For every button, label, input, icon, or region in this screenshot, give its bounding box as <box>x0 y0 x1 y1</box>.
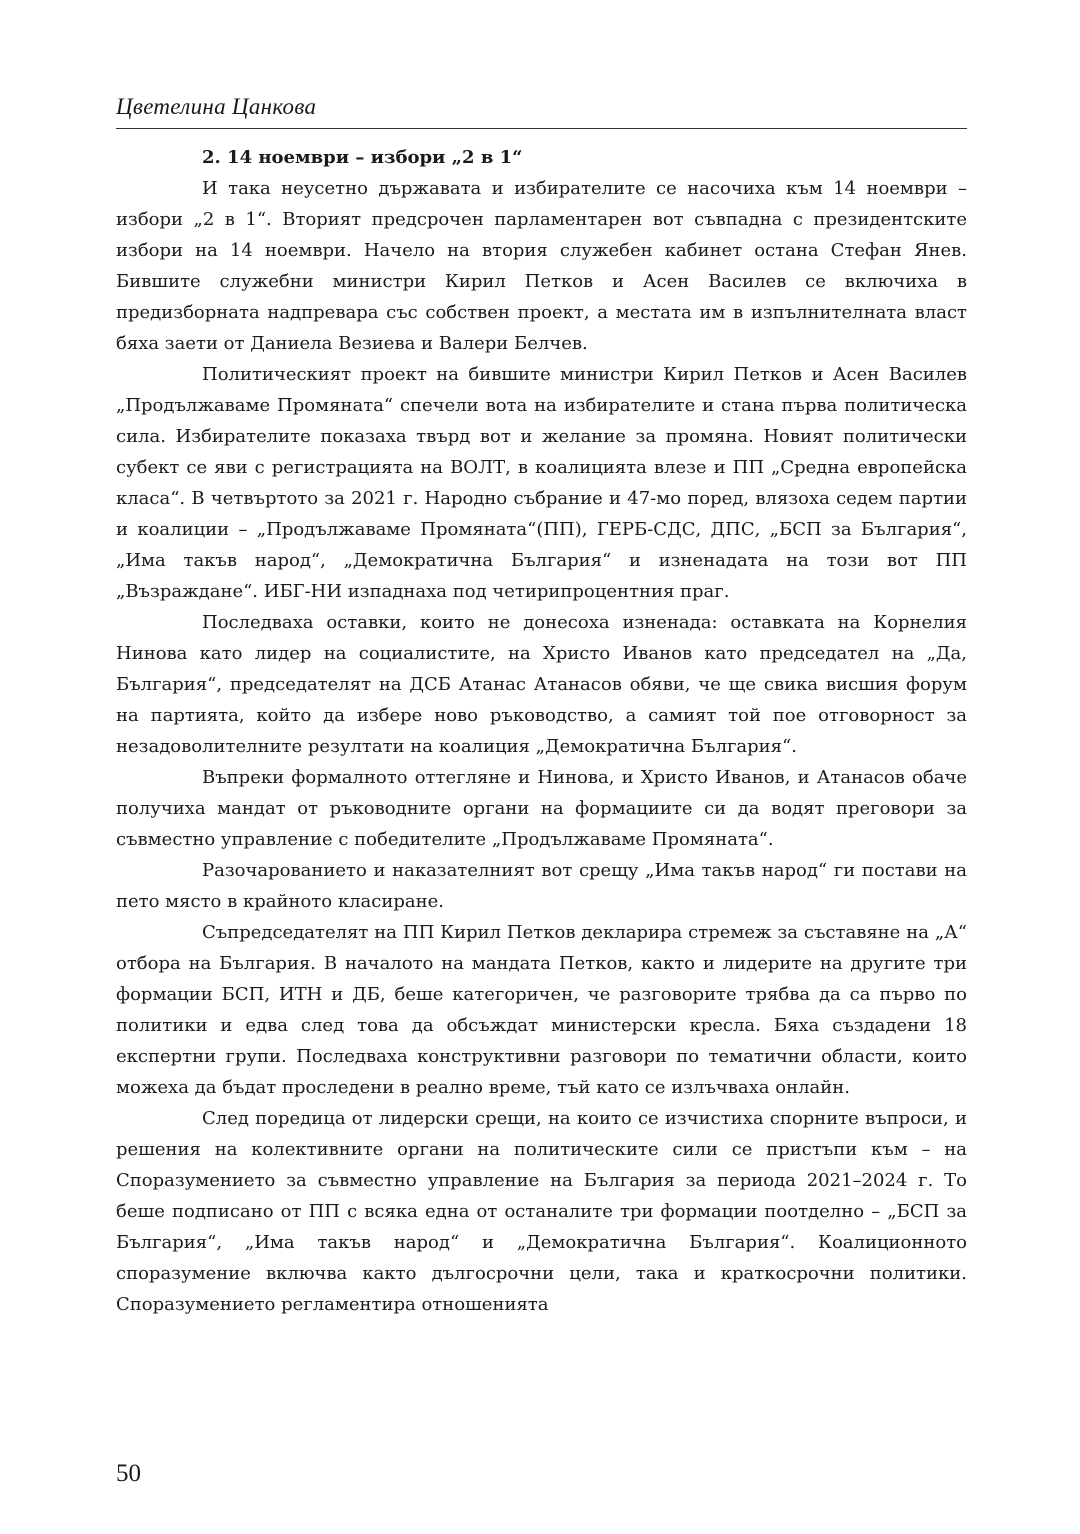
paragraph: И така неусетно държавата и избирателите се насочиха към 14 ноември – избори „2 в 1“. Вторият предсрочен парламентарен вот съвпадна с президентските избори на 14 ноември. Начело на втория служебен кабинет остана Стефан Янев. Бившите служебни министри Кирил Петков и Асен Василев се включиха в предизборната надпревара със собствен проект, а местата им в изпълнителната власт бяха заети от Даниела Везиева и Валери Белчев. <box>116 178 967 354</box>
header-divider <box>116 128 967 129</box>
section-heading: 2. 14 ноември – избори „2 в 1“ <box>202 147 523 168</box>
paragraph: Съпредседателят на ПП Кирил Петков декларира стремеж за съставяне на „А“ отбора на България. В началото на мандата Петков, както и лидерите на другите три формации БСП, ИТН и ДБ, беше категоричен, че разговорите трябва да са първо по политики и едва след това да обсъждат министерски кресла. Бяха създадени 18 експертни групи. Последваха конструктивни разговори по тематични области, които можеха да бъдат проследени в реално време, тъй като се излъчваха онлайн. <box>116 922 967 1098</box>
page-body <box>116 142 967 1320</box>
running-head-author: Цветелина Цанкова <box>116 94 317 119</box>
paragraph: Разочарованието и наказателният вот срещу „Има такъв народ“ ги постави на пето място в крайното класиране. <box>116 860 967 912</box>
paragraph: Последваха оставки, които не донесоха изненада: оставката на Корнелия Нинова като лидер на социалистите, на Христо Иванов като председател на „Да, България“, председателят на ДСБ Атанас Атанасов обяви, че ще свика висшия форум на партията, който да избере ново ръководство, а самият той пое отговорност за незадоволителните резултати на коалиция „Демократична България“. <box>116 612 967 757</box>
paragraph: Политическият проект на бившите министри Кирил Петков и Асен Василев „Продължаваме Промяната“ спечели вота на избирателите и стана първа политическа сила. Избирателите показаха твърд вот и желание за промяна. Новият политически субект се яви с регистрацията на ВОЛТ, в коалицията влезе и ПП „Средна европейска класа“. В четвъртото за 2021 г. Народно събрание и 47-мо поред, влязоха седем партии и коалиции – „Продължаваме Промяната“(ПП), ГЕРБ-СДС, ДПС, „БСП за България“, „Има такъв народ“, „Демократична България“ и изненадата на този вот ПП „Възраждане“. ИБГ-НИ изпаднаха под четирипроцентния праг. <box>116 364 967 602</box>
page-number: 50 <box>116 1460 141 1487</box>
paragraph: Въпреки формалното оттегляне и Нинова, и Христо Иванов, и Атанасов обаче получиха мандат от ръководните органи на формациите си да водят преговори за съвместно управление с победителите „Продължаваме Промяната“. <box>116 767 967 850</box>
paragraph: След поредица от лидерски срещи, на които се изчистиха спорните въпроси, и решения на колективните органи на политическите сили се пристъпи към – на Споразумението за съвместно управление на България за периода 2021–2024 г. То беше подписано от ПП с всяка една от останалите три формации поотделно – „БСП за България“, „Има такъв народ“ и „Демократична България“. Коалиционното споразумение включва както дългосрочни цели, така и краткосрочни политики. Споразумението регламентира отношенията <box>116 1108 967 1315</box>
